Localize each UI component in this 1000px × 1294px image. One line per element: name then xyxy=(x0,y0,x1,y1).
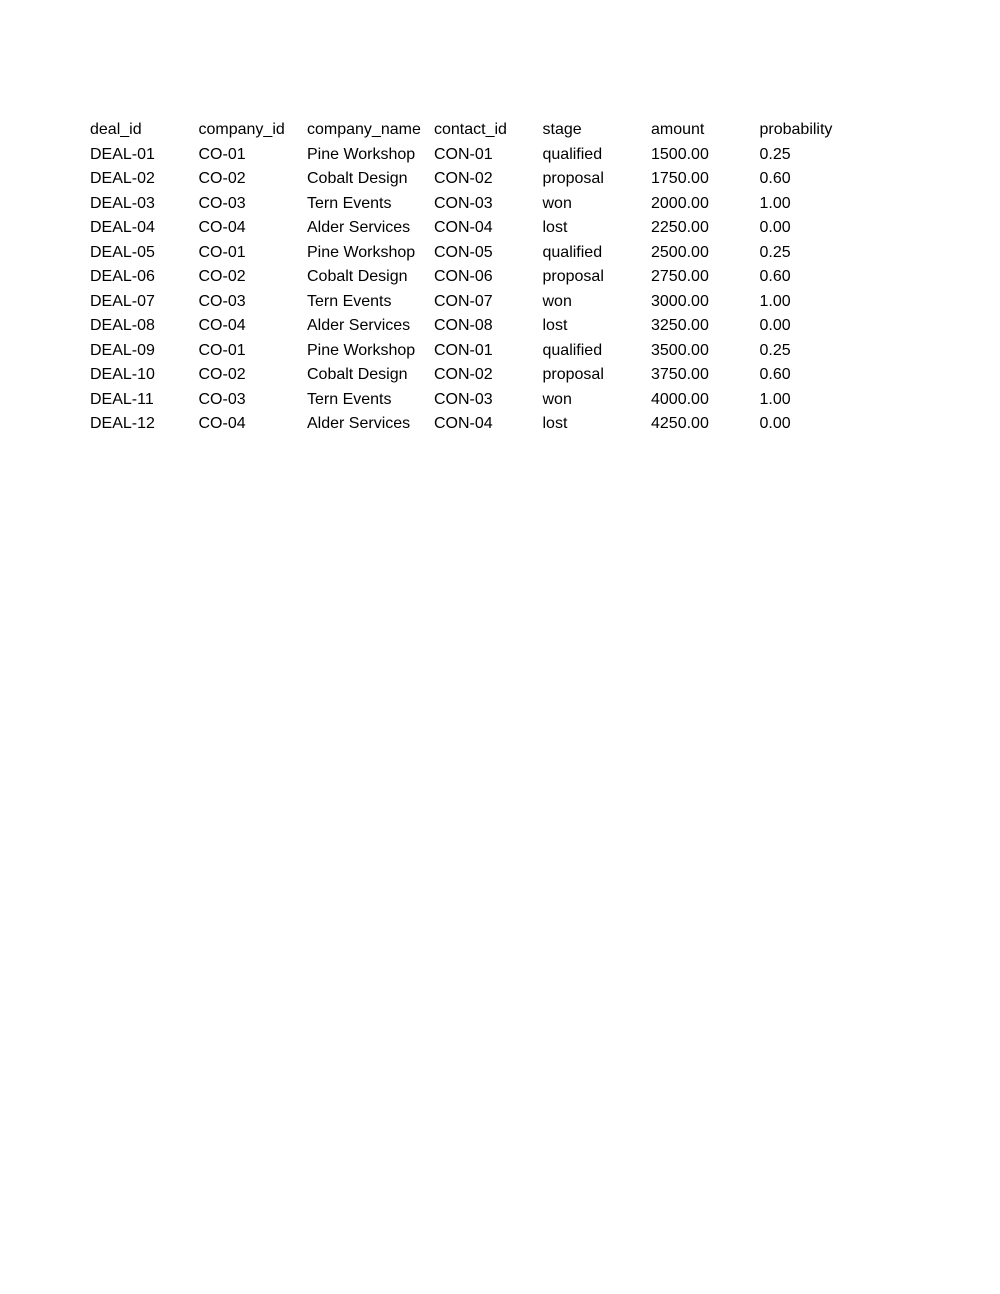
cell-amount: 3000.00 xyxy=(651,292,709,310)
table-row xyxy=(90,339,868,364)
cell-probability: 0.60 xyxy=(759,268,791,285)
cell-stage: won xyxy=(542,292,572,310)
cell-company-id: CO-02 xyxy=(198,366,246,383)
cell-company-id: CO-04 xyxy=(198,415,246,432)
cell-contact-id: CON-05 xyxy=(434,243,493,261)
cell-amount: 4250.00 xyxy=(651,415,709,432)
cell-company-name: Cobalt Design xyxy=(307,268,408,285)
cell-stage: qualified xyxy=(542,145,603,163)
cell-company-id: CO-04 xyxy=(198,317,246,334)
cell-stage: won xyxy=(542,194,572,212)
header-company-id: company_id xyxy=(198,121,285,138)
cell-probability: 0.60 xyxy=(759,170,791,187)
cell-amount: 2000.00 xyxy=(651,194,709,212)
cell-stage: qualified xyxy=(542,243,603,261)
cell-stage: proposal xyxy=(542,268,604,285)
cell-probability: 1.00 xyxy=(759,292,791,310)
cell-probability: 0.00 xyxy=(759,317,791,334)
cell-deal-id: DEAL-07 xyxy=(90,292,155,310)
cell-company-name: Cobalt Design xyxy=(307,366,408,383)
cell-company-id: CO-01 xyxy=(198,341,246,359)
table-row xyxy=(90,216,868,241)
cell-company-id: CO-02 xyxy=(198,268,246,285)
cell-amount: 3250.00 xyxy=(651,317,709,334)
header-amount: amount xyxy=(651,121,705,138)
cell-deal-id: DEAL-03 xyxy=(90,194,155,212)
cell-probability: 0.00 xyxy=(759,415,791,432)
cell-probability: 1.00 xyxy=(759,390,791,408)
cell-probability: 1.00 xyxy=(759,194,791,212)
cell-probability: 0.25 xyxy=(759,145,791,163)
cell-contact-id: CON-03 xyxy=(434,390,493,408)
cell-company-name: Pine Workshop xyxy=(307,243,416,261)
cell-stage: proposal xyxy=(542,366,604,383)
table-row xyxy=(90,363,868,388)
cell-probability: 0.00 xyxy=(759,219,791,236)
header-deal-id: deal_id xyxy=(90,121,142,138)
cell-company-name: Alder Services xyxy=(307,317,411,334)
cell-deal-id: DEAL-11 xyxy=(90,390,154,408)
cell-contact-id: CON-06 xyxy=(434,268,493,285)
header-company-name: company_name xyxy=(307,121,421,138)
cell-amount: 2250.00 xyxy=(651,219,709,236)
cell-amount: 2500.00 xyxy=(651,243,709,261)
table-row xyxy=(90,167,868,192)
cell-probability: 0.25 xyxy=(759,243,791,261)
table-row xyxy=(90,388,868,413)
cell-contact-id: CON-01 xyxy=(434,341,493,359)
cell-stage: lost xyxy=(542,317,568,334)
cell-company-name: Tern Events xyxy=(307,292,392,310)
cell-stage: lost xyxy=(542,415,568,432)
cell-contact-id: CON-07 xyxy=(434,292,493,310)
cell-deal-id: DEAL-01 xyxy=(90,145,155,163)
table-row xyxy=(90,265,868,290)
table-row xyxy=(90,290,868,315)
cell-company-id: CO-03 xyxy=(198,292,246,310)
cell-company-name: Tern Events xyxy=(307,194,392,212)
table-row xyxy=(90,143,868,168)
cell-contact-id: CON-03 xyxy=(434,194,493,212)
cell-company-name: Alder Services xyxy=(307,415,411,432)
cell-deal-id: DEAL-09 xyxy=(90,341,155,359)
cell-deal-id: DEAL-06 xyxy=(90,268,155,285)
cell-contact-id: CON-04 xyxy=(434,415,493,432)
cell-company-id: CO-01 xyxy=(198,145,246,163)
cell-company-id: CO-03 xyxy=(198,194,246,212)
cell-company-id: CO-04 xyxy=(198,219,246,236)
deals-sheet xyxy=(90,118,868,437)
cell-company-name: Cobalt Design xyxy=(307,170,408,187)
cell-company-id: CO-02 xyxy=(198,170,246,187)
cell-company-name: Tern Events xyxy=(307,390,392,408)
cell-amount: 3750.00 xyxy=(651,366,709,383)
cell-stage: won xyxy=(542,390,572,408)
cell-stage: proposal xyxy=(542,170,604,187)
cell-company-name: Pine Workshop xyxy=(307,145,416,163)
cell-stage: qualified xyxy=(542,341,603,359)
cell-contact-id: CON-01 xyxy=(434,145,493,163)
cell-probability: 0.60 xyxy=(759,366,791,383)
cell-stage: lost xyxy=(542,219,568,236)
table-row xyxy=(90,192,868,217)
cell-deal-id: DEAL-10 xyxy=(90,366,155,383)
cell-deal-id: DEAL-05 xyxy=(90,243,155,261)
cell-deal-id: DEAL-12 xyxy=(90,415,155,432)
header-probability: probability xyxy=(759,121,833,138)
table-body xyxy=(90,143,868,437)
cell-probability: 0.25 xyxy=(759,341,791,359)
header-stage: stage xyxy=(542,121,582,138)
cell-contact-id: CON-08 xyxy=(434,317,493,334)
cell-contact-id: CON-02 xyxy=(434,366,493,383)
cell-amount: 1750.00 xyxy=(651,170,709,187)
cell-amount: 1500.00 xyxy=(651,145,709,163)
cell-company-id: CO-03 xyxy=(198,390,246,408)
cell-deal-id: DEAL-02 xyxy=(90,170,155,187)
header-row xyxy=(90,118,868,143)
cell-amount: 3500.00 xyxy=(651,341,709,359)
cell-deal-id: DEAL-08 xyxy=(90,317,155,334)
cell-amount: 2750.00 xyxy=(651,268,709,285)
cell-amount: 4000.00 xyxy=(651,390,709,408)
cell-contact-id: CON-04 xyxy=(434,219,493,236)
table-row xyxy=(90,241,868,266)
cell-contact-id: CON-02 xyxy=(434,170,493,187)
cell-company-name: Pine Workshop xyxy=(307,341,416,359)
deals-table xyxy=(90,118,868,437)
table-row xyxy=(90,314,868,339)
table-row xyxy=(90,412,868,437)
header-contact-id: contact_id xyxy=(434,121,507,138)
cell-company-id: CO-01 xyxy=(198,243,246,261)
cell-company-name: Alder Services xyxy=(307,219,411,236)
cell-deal-id: DEAL-04 xyxy=(90,219,155,236)
